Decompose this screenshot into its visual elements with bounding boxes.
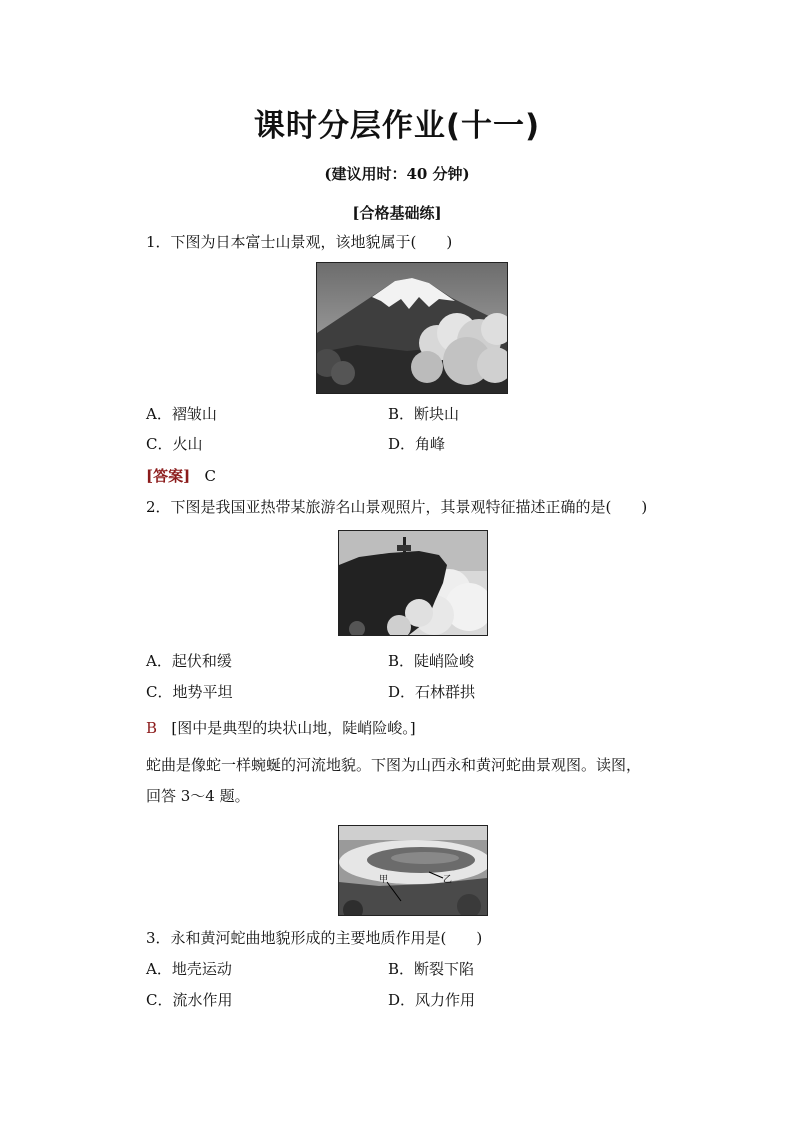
q2-explanation: [图中是典型的块状山地，陡峭险峻。] xyxy=(171,719,416,737)
q1-stem: 1．下图为日本富士山景观，该地貌属于( ) xyxy=(146,233,453,251)
label-yi: 乙 xyxy=(443,875,453,885)
q2-option-a: A．起伏和缓 xyxy=(146,652,232,670)
q2-option-d: D．石林群拱 xyxy=(388,683,476,701)
q2-option-b: B．陡峭险峻 xyxy=(388,652,475,670)
q1-answer xyxy=(146,466,216,486)
q1-option-d: D．角峰 xyxy=(388,435,446,453)
q1-option-c: C．火山 xyxy=(146,435,203,453)
intro-line-2: 回答 3～4 题。 xyxy=(146,787,250,805)
intro-line-1: 蛇曲是像蛇一样蜿蜒的河流地貌。下图为山西永和黄河蛇曲景观图。读图， xyxy=(146,756,642,774)
q2-stem: 2．下图是我国亚热带某旅游名山景观照片，其景观特征描述正确的是( ) xyxy=(146,498,648,516)
river-meander-photo xyxy=(338,825,488,916)
suggested-time: (建议用时：40 分钟) xyxy=(324,165,470,183)
page-title: 课时分层作业(十一) xyxy=(253,108,541,144)
q3-stem: 3．永和黄河蛇曲地貌形成的主要地质作用是( ) xyxy=(146,929,483,947)
q2-answer xyxy=(146,718,416,738)
q3-option-a: A．地壳运动 xyxy=(146,960,232,978)
label-jia: 甲 xyxy=(379,875,389,885)
q1-option-b: B．断块山 xyxy=(388,405,460,423)
q1-answer-value: C xyxy=(204,467,216,485)
section-heading: [合格基础练] xyxy=(352,204,442,222)
q2-mountain-photo xyxy=(338,530,488,636)
q2-answer-letter: B xyxy=(146,719,158,737)
q3-option-b: B．断裂下陷 xyxy=(388,960,475,978)
q2-option-c: C．地势平坦 xyxy=(146,683,233,701)
answer-label: [答案] xyxy=(146,467,191,485)
q3-option-d: D．风力作用 xyxy=(388,991,476,1009)
q1-option-a: A．褶皱山 xyxy=(146,405,217,423)
q3-option-c: C．流水作用 xyxy=(146,991,233,1009)
q1-mount-fuji-photo xyxy=(316,262,508,394)
